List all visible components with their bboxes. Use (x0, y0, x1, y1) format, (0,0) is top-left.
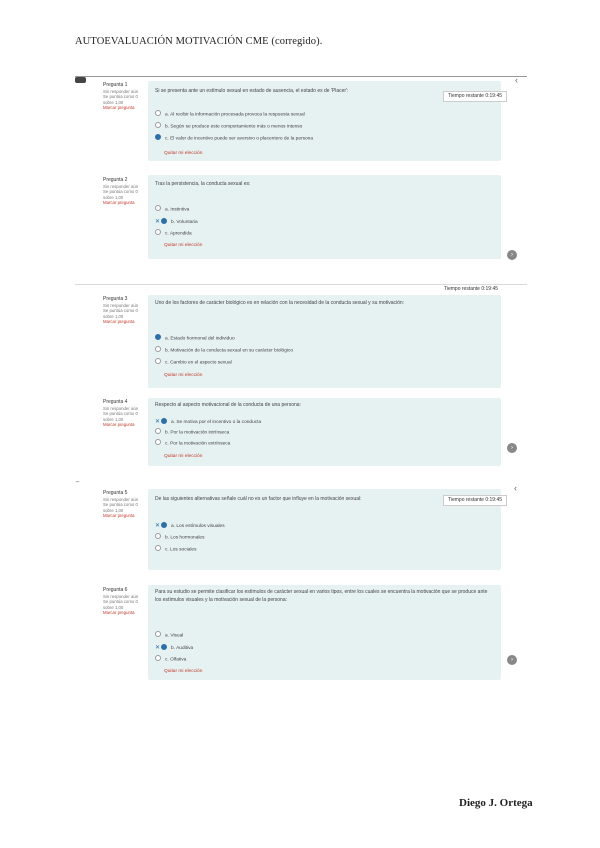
clear-choice-link[interactable]: Quitar mi elección (164, 373, 203, 378)
option-text: Los hormonales (170, 535, 205, 541)
option-letter: c. (165, 360, 169, 366)
answer-option[interactable] (155, 440, 485, 448)
option-text: Aprendida (169, 231, 192, 237)
option-letter: a. (165, 633, 170, 639)
answer-option[interactable] (155, 347, 485, 355)
radio-icon[interactable] (155, 134, 161, 140)
answer-option[interactable] (155, 123, 485, 131)
radio-icon[interactable] (155, 631, 161, 637)
option-letter: a. (165, 207, 170, 213)
next-page-icon[interactable]: › (507, 250, 517, 260)
question-number: Pregunta 2 (103, 177, 128, 183)
option-text: Visual (170, 633, 184, 639)
question-status: Sin responder aún (103, 593, 139, 599)
question-score: Se puntúa como 0 sobre 1,00 (103, 599, 138, 610)
option-text: Motivación de la conducta sexual en su carácter biológico (170, 348, 294, 354)
question-status: Sin responder aún (103, 183, 139, 189)
radio-icon[interactable] (155, 122, 161, 128)
radio-icon[interactable] (155, 358, 161, 364)
option-letter: a. (165, 112, 170, 118)
clear-choice-link[interactable]: Quitar mi elección (164, 243, 203, 248)
flag-question-link[interactable]: Marcar pregunta (103, 422, 135, 428)
next-page-icon[interactable]: › (507, 655, 517, 665)
question-panel (148, 295, 501, 388)
question-status: Sin responder aún (103, 405, 139, 411)
answer-option[interactable] (155, 206, 485, 214)
question-info (103, 178, 143, 206)
selected-mark-icon: ✕ (155, 419, 161, 425)
option-text: Por la motivación extrínseca (170, 441, 231, 447)
answer-option[interactable] (155, 429, 485, 437)
option-text: Los sociales (170, 547, 197, 553)
window-corner-mark: ‾ (76, 481, 79, 491)
radio-icon[interactable] (155, 346, 161, 352)
chevron-icon[interactable]: ‹ (515, 75, 518, 85)
question-status: Sin responder aún (103, 88, 139, 94)
screenshot-top-rule (75, 76, 527, 77)
option-letter: c. (165, 547, 169, 553)
radio-icon[interactable] (155, 334, 161, 340)
question-score: Se puntúa como 0 sobre 1,00 (103, 502, 138, 513)
radio-icon[interactable] (161, 218, 167, 224)
answer-option[interactable] (155, 522, 485, 530)
option-text: Voluntaria (176, 220, 198, 225)
question-text: Si se presenta ante un estímulo sexual en estado de ausencia, el estado es de 'Placer': (155, 88, 349, 94)
answer-option[interactable] (155, 359, 485, 367)
option-letter: a. (171, 524, 176, 529)
answer-option[interactable] (155, 135, 485, 143)
answer-option[interactable] (155, 534, 485, 542)
menu-tab-icon[interactable] (75, 77, 86, 83)
option-text: Los estímulos visuales (176, 524, 225, 529)
option-letter: b. (165, 348, 170, 354)
radio-icon[interactable] (161, 644, 167, 650)
radio-icon[interactable] (155, 205, 161, 211)
option-letter: a. (165, 336, 170, 342)
timer-box: Tiempo restante 0:19:45 (443, 495, 507, 506)
option-letter: b. (165, 535, 170, 541)
radio-icon[interactable] (155, 655, 161, 661)
option-text: Cambio en el aspecto sexual (170, 360, 232, 366)
answer-option[interactable] (155, 644, 485, 652)
question-number: Pregunta 5 (103, 490, 128, 496)
option-text: Se motiva por el incentivo o la conducta (176, 420, 262, 425)
question-number: Pregunta 3 (103, 296, 128, 302)
question-text: De las siguientes alternativas señale cuál no es un factor que influye en la motivación sexual: (155, 496, 362, 502)
next-page-icon[interactable]: › (507, 443, 517, 453)
question-score: Se puntúa como 0 sobre 1,00 (103, 411, 138, 422)
flag-question-link[interactable]: Marcar pregunta (103, 200, 135, 206)
answer-option[interactable] (155, 418, 485, 426)
option-letter: c. (165, 657, 169, 663)
question-text: Respecto al aspecto motivacional de la conducta de una persona: (155, 402, 301, 408)
flag-question-link[interactable]: Marcar pregunta (103, 513, 135, 519)
option-letter: b. (165, 430, 170, 436)
flag-question-link[interactable]: Marcar pregunta (103, 319, 135, 325)
option-letter: c. (165, 231, 169, 237)
question-panel (148, 175, 501, 259)
radio-icon[interactable] (155, 545, 161, 551)
flag-question-link[interactable]: Marcar pregunta (103, 610, 135, 616)
selected-mark-icon: ✕ (155, 645, 161, 651)
option-letter: b. (171, 646, 176, 651)
question-info (103, 297, 143, 325)
question-text: Tras la persistencia, la conducta sexual es: (155, 181, 251, 187)
author-signature: Diego J. Ortega (459, 797, 533, 809)
question-info (103, 491, 143, 519)
option-letter: c. (165, 441, 169, 447)
option-letter: b. (171, 220, 176, 225)
radio-icon[interactable] (155, 439, 161, 445)
selected-mark-icon: ✕ (155, 219, 161, 225)
option-text: Auditiva (176, 646, 194, 651)
clear-choice-link[interactable]: Quitar mi elección (164, 151, 203, 156)
option-text: Estado hormonal del individuo (170, 336, 235, 342)
selected-mark-icon: ✕ (155, 523, 161, 529)
question-number: Pregunta 1 (103, 82, 128, 88)
question-info (103, 588, 143, 616)
answer-option[interactable] (155, 111, 485, 119)
option-text: Olfativa (170, 657, 187, 663)
answer-option[interactable] (155, 546, 485, 554)
timer-box: Tiempo restante 0:19:45 (443, 91, 507, 102)
answer-option[interactable] (155, 656, 485, 664)
radio-icon[interactable] (161, 418, 167, 424)
question-score: Se puntúa como 0 sobre 1,00 (103, 308, 138, 319)
option-letter: b. (165, 124, 170, 130)
option-letter: c. (165, 136, 169, 142)
option-text: Al recibir la información procesada provoca la respuesta sexual (170, 112, 305, 118)
radio-icon[interactable] (155, 533, 161, 539)
answer-option[interactable] (155, 230, 485, 238)
answer-option[interactable] (155, 632, 485, 640)
option-text: Por la motivación intrínseca (170, 430, 230, 436)
clear-choice-link[interactable]: Quitar mi elección (164, 454, 203, 459)
document-title: AUTOEVALUACIÓN MOTIVACIÓN CME (corregido). (75, 36, 323, 47)
window-corner-mark: ‹ (514, 483, 517, 493)
question-score: Se puntúa como 0 sobre 1,00 (103, 189, 138, 200)
question-info (103, 83, 143, 111)
answer-option[interactable] (155, 335, 485, 343)
timer-label: Tiempo restante 0:19:45 (444, 286, 499, 292)
radio-icon[interactable] (155, 428, 161, 434)
answer-option[interactable] (155, 218, 485, 226)
option-letter: a. (171, 420, 176, 425)
clear-choice-link[interactable]: Quitar mi elección (164, 669, 203, 674)
option-text: Según se produce este comportamiento más o menos intenso (170, 124, 303, 130)
question-text: Uno de los factores de carácter biológico es en relación con la necesidad de la conducta sexual y su motivación: (155, 300, 405, 306)
question-number: Pregunta 4 (103, 399, 128, 405)
question-number: Pregunta 6 (103, 587, 128, 593)
option-text: Instintiva (170, 207, 190, 213)
question-text: Para su estudio se permite clasificar los estímulos de carácter sexual en varios tipos, entre los cuales se encuentra la motivación que se produce ante los estímulos visuales y la motivación sexual de la persona: (155, 589, 488, 603)
option-text: El valor de incentivo puede ser aversivo o placentero de la persona (170, 136, 314, 142)
question-info (103, 400, 143, 428)
question-status: Sin responder aún (103, 302, 139, 308)
radio-icon[interactable] (161, 522, 167, 528)
question-status: Sin responder aún (103, 496, 139, 502)
question-score: Se puntúa como 0 sobre 1,00 (103, 94, 138, 105)
screenshot-top-rule (75, 284, 527, 285)
radio-icon[interactable] (155, 229, 161, 235)
question-panel (148, 398, 501, 466)
flag-question-link[interactable]: Marcar pregunta (103, 105, 135, 111)
question-panel (148, 585, 501, 680)
radio-icon[interactable] (155, 110, 161, 116)
